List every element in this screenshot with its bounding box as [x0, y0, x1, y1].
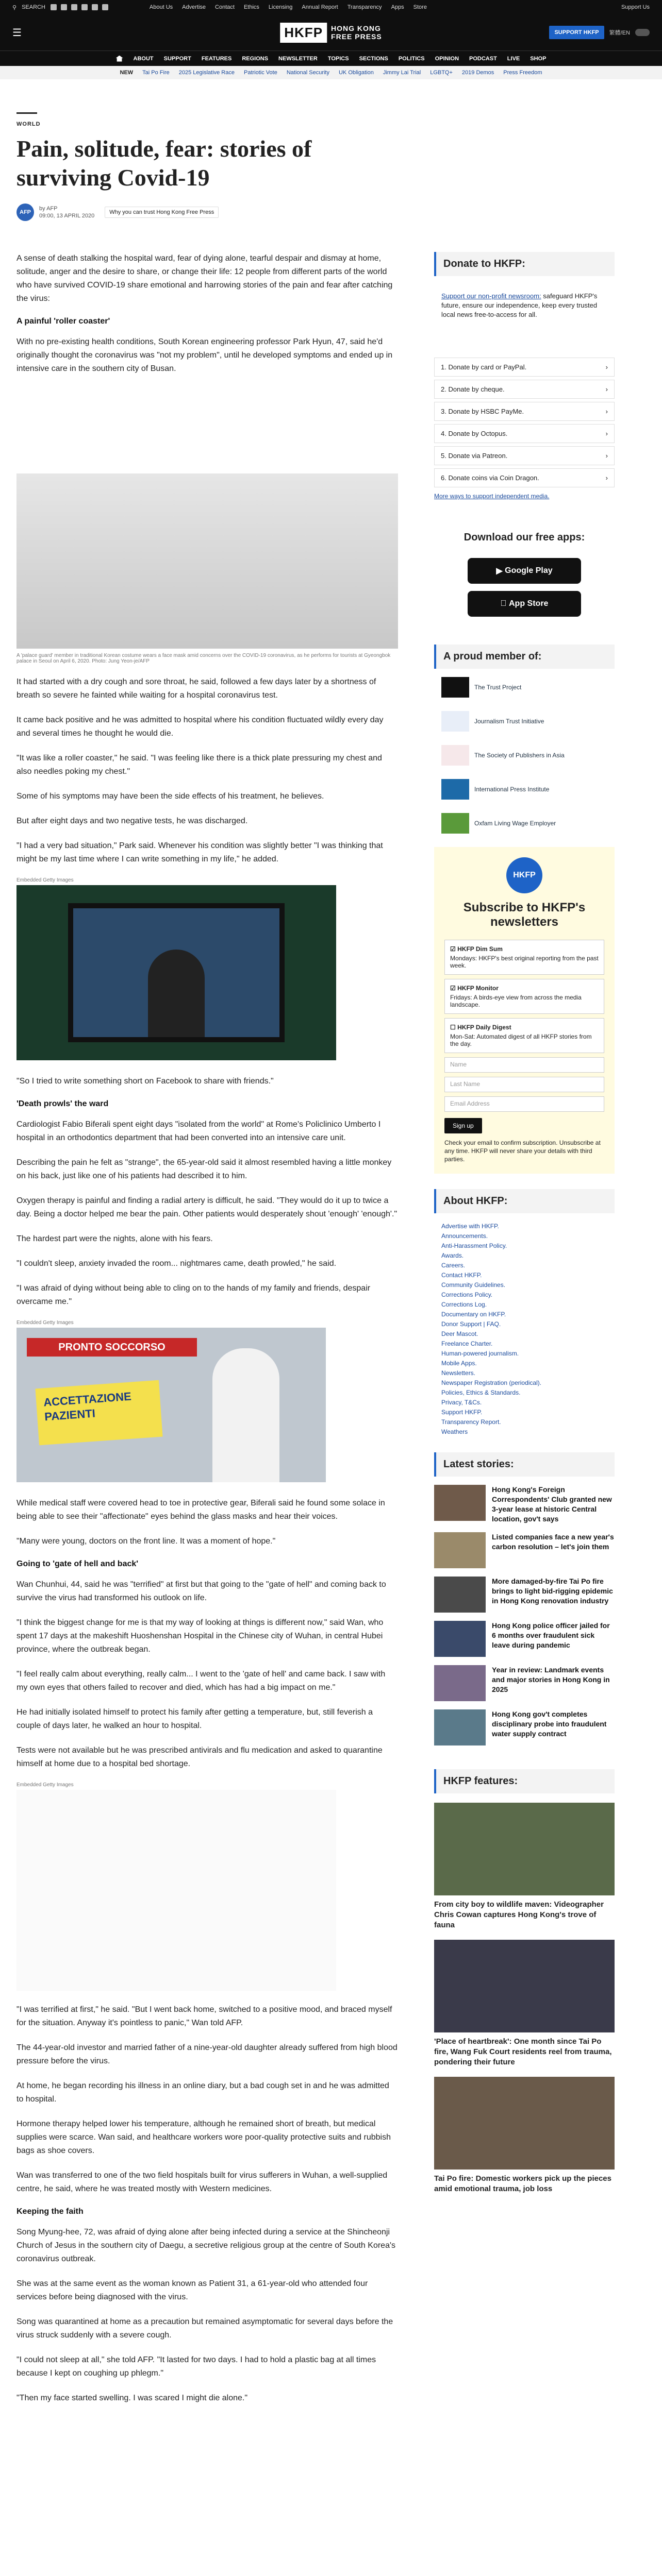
about-link[interactable]: Donor Support | FAQ. — [441, 1320, 501, 1328]
trending-bar — [0, 66, 662, 79]
about-heading: About HKFP: — [434, 1189, 615, 1213]
logo-line-2: FREE PRESS — [331, 32, 382, 41]
oxfam-logo — [441, 813, 469, 834]
chevron-right-icon: › — [605, 385, 608, 393]
nav-politics[interactable]: POLITICS — [398, 55, 425, 62]
trending-item[interactable]: 2025 Legislative Race — [178, 70, 235, 76]
feature-title: From city boy to wildlife maven: Videographer Chris Cowan captures Hong Kong's trove of fauna — [434, 1900, 604, 1929]
main-nav — [0, 50, 662, 66]
member-heading: A proud member of: — [434, 645, 615, 669]
trust-project-logo — [441, 677, 469, 698]
paragraph: A sense of death stalking the hospital ward, fear of dying alone, tearful despair and dismay at home, solitude, anger and the desire to share, or change their life: 12 people from different parts of the world who have survived COVID-19 share emotional and harrowing stories of the pain and fear after catching the virus: — [16, 254, 393, 303]
donate-body: safeguard HKFP's future, ensure our independence, keep every trusted local news free-to-access for all. — [441, 292, 598, 318]
chevron-right-icon: › — [605, 430, 608, 437]
about-link[interactable]: Careers. — [441, 1262, 466, 1269]
app-store-label: App Store — [506, 599, 545, 608]
section-heading: Going to 'gate of hell and back' — [16, 1560, 139, 1568]
newsletter-option-monitor[interactable] — [444, 979, 604, 1014]
trending-item[interactable]: Press Freedom — [503, 70, 542, 76]
ipi-logo — [441, 779, 469, 800]
twitter-icon[interactable] — [61, 4, 67, 10]
paragraph: Oxygen therapy is painful and finding a radial artery is difficult, he said. "They would do it up to twice a day. Being a doctor helped me bear the pain. Other patients would desperately shout 'enough' 'enough'." — [16, 1196, 398, 1218]
support-us-link[interactable]: Support Us — [621, 4, 650, 10]
paragraph: She was at the same event as the woman known as Patient 31, a 61-year-old who attended four services before being diagnosed with the virus. — [16, 2279, 368, 2301]
about-link[interactable]: Anti-Harassment Policy. — [441, 1242, 507, 1249]
nav-topics[interactable]: TOPICS — [327, 55, 349, 62]
instagram-icon[interactable] — [71, 4, 77, 10]
about-link[interactable]: Corrections Log. — [441, 1301, 487, 1308]
support-hkfp-button[interactable]: SUPPORT HKFP — [549, 26, 604, 39]
language-toggle[interactable]: 繁體/EN — [609, 30, 630, 36]
paragraph: The hardest part were the nights, alone with his fears. — [16, 1234, 213, 1243]
article-title: Pain, solitude, fear: stories of surviving Covid-19 — [16, 135, 312, 191]
photo-caption: A 'palace guard' member in traditional Korean costume wears a face mask amid concerns over the COVID-19 coronavirus, as he performs for tourists at Gyeongbok palace in Seoul on April 6, 2020. Photo: Jung Yeon-je/AFP — [16, 653, 391, 664]
chevron-right-icon: › — [605, 408, 608, 415]
donate-option-label: 4. Donate by Octopus. — [441, 430, 508, 437]
trending-item[interactable]: Tai Po Fire — [142, 70, 170, 76]
transparency-link[interactable]: Transparency — [347, 4, 382, 10]
paragraph: He had initially isolated himself to protect his family after getting a temperature, but, still feverish a couple of days later, he walked an hour to hospital. — [16, 1708, 373, 1730]
top-utility-bar — [0, 0, 662, 14]
about-link[interactable]: Freelance Charter. — [441, 1340, 493, 1347]
about-link[interactable]: Human-powered journalism. — [441, 1350, 519, 1357]
menu-icon[interactable]: ☰ — [12, 27, 22, 39]
facebook-icon[interactable] — [51, 4, 57, 10]
donate-option-label: 1. Donate by card or PayPal. — [441, 363, 527, 371]
about-link[interactable]: Corrections Policy. — [441, 1291, 493, 1298]
latest-story[interactable] — [434, 1577, 615, 1613]
paragraph: "Then my face started swelling. I was scared I might die alone." — [16, 2394, 248, 2402]
google-play-label: Google Play — [505, 566, 553, 575]
laptop-screen — [68, 903, 285, 1042]
site-logo[interactable] — [280, 23, 382, 43]
feature-item[interactable] — [434, 1803, 615, 1930]
paragraph: Cardiologist Fabio Biferali spent eight days "isolated from the world" at Rome's Policlinico Umberto I hospital in an orthodontics department that had been converted into an intensive care unit. — [16, 1120, 381, 1142]
about-link[interactable]: Advertise with HKFP. — [441, 1223, 499, 1230]
chevron-right-icon: › — [605, 452, 608, 460]
about-link[interactable]: Mobile Apps. — [441, 1360, 477, 1367]
paragraph: With no pre-existing health conditions, South Korean engineering professor Park Hyun, 47, said he'd originally thought the coronavirus was "not my problem", until he developed symptoms and ended up in intensive care in the southern city of Busan. — [16, 337, 393, 373]
youtube-icon[interactable] — [81, 4, 88, 10]
embed-label: Embedded Getty Images — [16, 1320, 74, 1326]
member-name: Journalism Trust Initiative — [474, 718, 544, 725]
brand-bar — [0, 14, 662, 50]
section-heading: A painful 'roller coaster' — [16, 317, 110, 326]
donate-heading: Donate to HKFP: — [434, 252, 615, 276]
story-title: More damaged-by-fire Tai Po fire brings to light bid-rigging epidemic in Hong Kong renovation industry — [492, 1577, 613, 1605]
trending-item[interactable]: Patriotic Vote — [244, 70, 277, 76]
article-category[interactable]: WORLD — [16, 112, 37, 127]
feature-image — [434, 1803, 615, 1895]
about-link[interactable]: Privacy, T&Cs. — [441, 1399, 482, 1406]
donate-option-label: 5. Donate via Patreon. — [441, 452, 508, 460]
story-title: Hong Kong police officer jailed for 6 months over fraudulent sick leave during pandemic — [492, 1621, 610, 1649]
paragraph: "I feel really calm about everything, really calm... I went to the 'gate of hell' and came back. I saw with my own eyes that others failed to recover and died, which has had a big impact on me." — [16, 1670, 386, 1692]
logo-box: HKFP — [280, 23, 327, 43]
option-title: HKFP Monitor — [457, 985, 499, 992]
story-thumbnail — [434, 1621, 486, 1657]
member-org[interactable] — [441, 745, 607, 766]
nav-about[interactable]: ABOUT — [133, 55, 154, 62]
trending-item[interactable]: 2019 Demos — [461, 70, 494, 76]
hospital-sign: PRONTO SOCCORSO — [27, 1338, 197, 1357]
about-link[interactable]: Community Guidelines. — [441, 1281, 506, 1289]
option-title: HKFP Daily Digest — [457, 1024, 511, 1031]
section-heading: 'Death prowls' the ward — [16, 1099, 109, 1108]
feature-title: 'Place of heartbreak': One month since Tai Po fire, Wang Fuk Court residents reel from trauma, pondering their future — [434, 2037, 612, 2066]
member-org[interactable] — [441, 779, 607, 800]
about-link[interactable]: Transparency Report. — [441, 1418, 501, 1426]
donate-option-card[interactable] — [434, 358, 615, 377]
features-heading: HKFP features: — [434, 1769, 615, 1793]
paragraph: At home, he began recording his illness in an online diary, but a bad cough set in and he was admitted to hospital. — [16, 2081, 389, 2104]
about-link[interactable]: Documentary on HKFP. — [441, 1311, 506, 1318]
paragraph: "I think the biggest change for me is that my way of looking at things is different now," said Wan, who spent 17 days at the makeshift Huoshenshan Hospital in the Chinese city of Wuhan, in central Hubei province, where the outbreak began. — [16, 1618, 384, 1654]
about-link[interactable]: Newspaper Registration (periodical). — [441, 1379, 542, 1386]
nav-live[interactable]: LIVE — [507, 55, 520, 62]
latest-story[interactable] — [434, 1621, 615, 1657]
about-link[interactable]: Contact HKFP. — [441, 1272, 482, 1279]
search-link[interactable]: SEARCH — [22, 4, 45, 10]
sopa-logo — [441, 745, 469, 766]
sign-up-button[interactable]: Sign up — [444, 1118, 482, 1133]
google-play-button[interactable] — [468, 558, 581, 584]
newsletter-box — [434, 847, 615, 1174]
member-org[interactable] — [441, 711, 607, 732]
member-name: The Trust Project — [474, 684, 522, 691]
checkbox-icon[interactable]: ☑ — [450, 945, 456, 953]
paragraph: "I had a very bad situation," Park said. Whenever his condition was slightly better "I was thinking that might be my last time where I can write something in my life," he added. — [16, 841, 383, 863]
trending-label: NEW — [120, 70, 134, 76]
donate-option-patreon[interactable] — [434, 446, 615, 465]
paragraph: "I couldn't sleep, anxiety invaded the room... nightmares came, death prowled," he said. — [16, 1259, 337, 1268]
story-title: Hong Kong gov't completes disciplinary probe into fraudulent water supply contract — [492, 1710, 607, 1738]
contact-link[interactable]: Contact — [215, 4, 235, 10]
paragraph: "It was like a roller coaster," he said. "I was feeling like there is a thick plate pressuring my chest and also needles poking my chest." — [16, 754, 382, 776]
story-thumbnail — [434, 1532, 486, 1568]
newsletter-logo: HKFP — [506, 857, 542, 893]
byline — [16, 204, 646, 221]
search-icon[interactable]: ⚲ — [12, 4, 17, 11]
support-newsroom-link[interactable]: Support our non-profit newsroom: — [441, 292, 541, 300]
embedded-photo-rome-hospital[interactable] — [16, 1328, 326, 1482]
chevron-right-icon: › — [605, 363, 608, 371]
trust-link[interactable]: Why you can trust Hong Kong Free Press — [105, 207, 219, 218]
newsletter-option-dimsum[interactable] — [444, 940, 604, 975]
donate-option-label: 2. Donate by cheque. — [441, 385, 505, 393]
donate-block — [434, 284, 615, 327]
telegram-icon[interactable] — [92, 4, 98, 10]
paragraph: Some of his symptoms may have been the side effects of his treatment, he believes. — [16, 792, 324, 801]
acceptance-sign: ACCETTAZIONE PAZIENTI — [35, 1380, 162, 1445]
paragraph: Describing the pain he felt as "strange", the 65-year-old said it almost resembled having a little monkey on his back, just like one of his patients had described it to him. — [16, 1158, 392, 1180]
feature-image — [434, 1940, 615, 2032]
paragraph: Wan was transferred to one of the two field hospitals built for virus sufferers in Wuhan, a well-supplied centre, he said, where he was treated mostly with Western medicines. — [16, 2171, 388, 2193]
paragraph: Song Myung-hee, 72, was afraid of dying alone after being infected during a service at the Shincheonji Church of Jesus in the southern city of Daegu, a secretive religious group at the centre of South Korea's coronavirus outbreak. — [16, 2228, 396, 2263]
feature-item[interactable] — [434, 1940, 615, 2067]
nav-opinion[interactable]: OPINION — [435, 55, 459, 62]
latest-story[interactable] — [434, 1485, 615, 1524]
article-photo-palace-guard — [16, 473, 398, 649]
paragraph: Wan Chunhui, 44, said he was "terrified" at first but that going to the "gate of hell" and coming back to survive the virus had transformed his outlook on life. — [16, 1580, 386, 1602]
paragraph: It had started with a dry cough and sore throat, he said, followed a few days later by a shortness of breath so severe he fainted while waiting for a hospital coronavirus test. — [16, 677, 376, 700]
checkbox-icon[interactable]: ☐ — [450, 1024, 456, 1031]
member-org[interactable] — [441, 677, 607, 698]
paragraph: "I could not sleep at all," she told AFP. "It lasted for two days. I had to hold a plastic bag at all times because I kept on coughing up phlegm." — [16, 2355, 376, 2378]
about-link[interactable]: Announcements. — [441, 1232, 488, 1240]
paragraph: Hormone therapy helped lower his temperature, although he remained short of breath, but medical supplies were scarce. Wan said, and healthcare workers wore poor-quality protective suits and rubbish bags as shoe covers. — [16, 2120, 391, 2155]
jti-logo — [441, 711, 469, 732]
sidebar — [434, 252, 615, 2416]
feature-item[interactable] — [434, 2077, 615, 2194]
about-link[interactable]: Weathers — [441, 1428, 468, 1435]
publish-date: 09:00, 13 APRIL 2020 — [39, 213, 95, 219]
paragraph: "I was afraid of dying without being able to cling on to the hands of my family and friends, despair overcame me." — [16, 1284, 371, 1306]
nav-shop[interactable]: SHOP — [530, 55, 547, 62]
person-silhouette — [148, 950, 205, 1037]
email-input[interactable]: Email Address — [444, 1096, 604, 1112]
store-link[interactable]: Store — [413, 4, 427, 10]
author-name[interactable]: by AFP — [39, 206, 58, 212]
logo-text — [331, 24, 382, 41]
app-store-button[interactable] — [468, 591, 581, 617]
apple-icon — [503, 599, 506, 608]
nav-features[interactable]: FEATURES — [201, 55, 232, 62]
feature-title: Tai Po fire: Domestic workers pick up the pieces amid emotional trauma, job loss — [434, 2174, 611, 2193]
donate-option-label: 3. Donate by HSBC PayMe. — [441, 408, 524, 415]
embed-label: Embedded Getty Images — [16, 1782, 74, 1788]
licensing-link[interactable]: Licensing — [268, 4, 293, 10]
nav-podcast[interactable]: PODCAST — [469, 55, 497, 62]
section-heading: Keeping the faith — [16, 2207, 84, 2216]
story-thumbnail — [434, 1709, 486, 1745]
last-name-input[interactable]: Last Name — [444, 1077, 604, 1092]
trending-item[interactable]: LGBTQ+ — [430, 70, 453, 76]
first-name-input[interactable]: Name — [444, 1057, 604, 1073]
article-meta — [39, 205, 94, 219]
author-avatar[interactable]: AFP — [16, 204, 34, 221]
latest-story[interactable] — [434, 1665, 615, 1701]
nav-regions[interactable]: REGIONS — [242, 55, 269, 62]
paragraph: While medical staff were covered head to toe in protective gear, Biferali said he found some solace in being able to see their "affectionate" eyes behind the glass masks and hear their voices. — [16, 1499, 385, 1521]
member-name: The Society of Publishers in Asia — [474, 752, 565, 759]
story-thumbnail — [434, 1485, 486, 1521]
donate-option-label: 6. Donate coins via Coin Dragon. — [441, 474, 539, 482]
story-thumbnail — [434, 1665, 486, 1701]
option-title: HKFP Dim Sum — [457, 945, 503, 953]
paragraph: "I was terrified at first," he said. "But I went back home, switched to a positive mood, and braced myself for the situation. Anyway it's pointless to panic," Wan told AFP. — [16, 2005, 392, 2027]
newsletter-heading: Subscribe to HKFP's newsletters — [463, 901, 586, 929]
about-link[interactable]: Deer Mascot. — [441, 1330, 478, 1337]
latest-story[interactable] — [434, 1709, 615, 1745]
play-store-icon: ▶ — [496, 567, 505, 575]
donate-option-cheque[interactable] — [434, 380, 615, 399]
option-desc: Fridays: A birds-eye view from across the media landscape. — [450, 994, 582, 1008]
latest-heading: Latest stories: — [434, 1452, 615, 1477]
about-link[interactable]: About Us — [149, 4, 173, 10]
paragraph: The 44-year-old investor and married father of a nine-year-old daughter already suffered from high blood pressure before the virus. — [16, 2043, 398, 2065]
ethics-link[interactable]: Ethics — [243, 4, 259, 10]
story-title: Hong Kong's Foreign Correspondents' Club granted new 3-year lease at historic Central location, gov't says — [492, 1485, 612, 1523]
about-links — [434, 1222, 615, 1437]
paragraph: "So I tried to write something short on Facebook to share with friends." — [16, 1077, 274, 1086]
doctor-figure — [212, 1348, 279, 1482]
member-name: Oxfam Living Wage Employer — [474, 820, 556, 827]
paragraph: But after eight days and two negative tests, he was discharged. — [16, 817, 248, 825]
member-name: International Press Institute — [474, 786, 550, 793]
home-icon[interactable] — [116, 56, 123, 62]
nav-sections[interactable]: SECTIONS — [359, 55, 388, 62]
member-org[interactable] — [441, 813, 607, 834]
logo-line-1: HONG KONG — [331, 24, 381, 32]
story-title: Year in review: Landmark events and major stories in Hong Kong in 2025 — [492, 1666, 610, 1693]
dark-mode-toggle[interactable] — [635, 29, 650, 36]
embedded-photo-park-hyun[interactable] — [16, 885, 336, 1060]
about-link[interactable]: Newsletters. — [441, 1369, 476, 1377]
more-ways-link[interactable]: More ways to support independent media. — [434, 493, 550, 500]
paragraph: "Many were young, doctors on the front line. It was a moment of hope." — [16, 1537, 276, 1546]
apps-link[interactable]: Apps — [391, 4, 404, 10]
newsletter-note: Check your email to confirm subscription. Unsubscribe at any time. HKFP will never share your details with third parties. — [444, 1139, 601, 1163]
about-link[interactable]: Support HKFP. — [441, 1409, 483, 1416]
article-body — [16, 252, 398, 2416]
donate-option-octopus[interactable] — [434, 424, 615, 443]
paragraph: It came back positive and he was admitted to hospital where his condition fluctuated wildly every day and several times he thought he would die. — [16, 716, 384, 738]
donate-option-payme[interactable] — [434, 402, 615, 421]
option-desc: Mon-Sat: Automated digest of all HKFP stories from the day. — [450, 1033, 592, 1047]
nav-support[interactable]: SUPPORT — [163, 55, 191, 62]
page-content — [16, 79, 646, 2416]
about-link[interactable]: Policies, Ethics & Standards. — [441, 1389, 521, 1396]
about-link[interactable]: Awards. — [441, 1252, 464, 1259]
embedded-photo-placeholder — [16, 1790, 336, 1991]
paragraph: Tests were not available but he was prescribed antivirals and flu medication and asked to quarantine himself at home due to a hospital bed shortage. — [16, 1746, 383, 1768]
donate-option-coins[interactable] — [434, 468, 615, 487]
apps-heading: Download our free apps: — [434, 526, 615, 550]
newsletter-option-digest[interactable] — [444, 1018, 604, 1053]
trending-item[interactable]: National Security — [286, 70, 329, 76]
nav-newsletter[interactable]: NEWSLETTER — [278, 55, 318, 62]
embed-label: Embedded Getty Images — [16, 877, 74, 883]
checkbox-icon[interactable]: ☑ — [450, 985, 456, 992]
story-thumbnail — [434, 1577, 486, 1613]
feature-image — [434, 2077, 615, 2170]
trending-item[interactable]: UK Obligation — [338, 70, 374, 76]
chevron-right-icon: › — [605, 474, 608, 482]
annual-report-link[interactable]: Annual Report — [302, 4, 338, 10]
social-icons — [51, 4, 108, 10]
latest-story[interactable] — [434, 1532, 615, 1568]
rss-icon[interactable] — [102, 4, 108, 10]
paragraph: Song was quarantined at home as a precaution but remained asymptomatic for several days before the virus struck suddenly with a severe cough. — [16, 2317, 393, 2340]
option-desc: Mondays: HKFP's best original reporting from the past week. — [450, 955, 599, 969]
trending-item[interactable]: Jimmy Lai Trial — [383, 70, 421, 76]
advertise-link[interactable]: Advertise — [182, 4, 206, 10]
story-title: Listed companies face a new year's carbon resolution – let's join them — [492, 1533, 614, 1551]
